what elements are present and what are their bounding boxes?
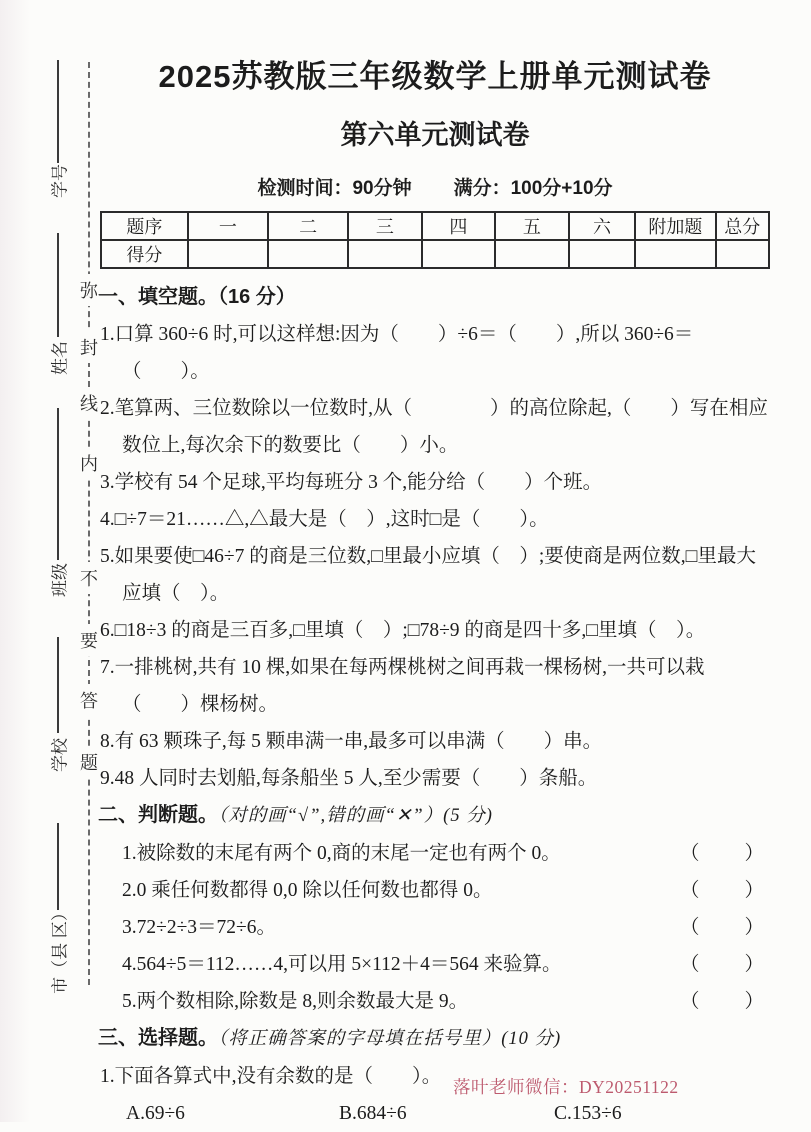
score-header-cell: 一 xyxy=(188,212,268,240)
question: 3.学校有 54 个足球,平均每班分 3 个,能分给（ ）个班。 xyxy=(100,472,603,493)
question: 4.□÷7＝21……△,△最大是（ ）,这时□是（ ）。 xyxy=(100,509,549,530)
seal-text-char: 弥 xyxy=(79,274,99,306)
question xyxy=(100,983,770,1020)
exam-time: 检测时间：90分钟 xyxy=(257,178,412,199)
section-fill-in xyxy=(100,279,770,797)
score-header-cell: 六 xyxy=(569,212,636,240)
seal-text-char: 内 xyxy=(79,447,99,479)
section-note: （将正确答案的字母填在括号里）(10 分) xyxy=(218,1029,562,1049)
score-cell xyxy=(422,240,495,268)
question-text: 2.0 乘任何数都得 0,0 除以任何数也都得 0。 xyxy=(122,880,493,901)
exam-info-line xyxy=(100,176,770,202)
score-cell xyxy=(495,240,568,268)
seal-dashed-line xyxy=(88,62,90,985)
score-header-cell: 四 xyxy=(422,212,495,240)
question xyxy=(100,872,770,909)
question: 5.如果要使□46÷7 的商是三位数,□里最小应填（ ）;要使商是两位数,□里最大应填（ ）。 xyxy=(100,546,756,604)
question: 1.下面各算式中,没有余数的是（ ）。 xyxy=(100,1066,442,1087)
section-note: （对的画“√”,错的画“✕”）(5 分) xyxy=(218,806,493,826)
option-a: A.69÷6 xyxy=(126,1103,185,1124)
score-table-header-row xyxy=(101,212,769,240)
section-heading-text: 三、选择题。 xyxy=(98,1027,218,1049)
section-heading xyxy=(98,797,770,835)
score-table xyxy=(100,211,770,269)
question xyxy=(100,835,770,872)
question-text: 4.564÷5＝112……4,可以用 5×112＋4＝564 来验算。 xyxy=(122,954,562,975)
seal-text-char: 线 xyxy=(79,387,99,419)
question: 9.48 人同时去划船,每条船坐 5 人,至少需要（ ）条船。 xyxy=(100,768,598,789)
question-text: 3.72÷2÷3＝72÷6。 xyxy=(122,917,276,938)
section-points: （16 分） xyxy=(218,286,296,308)
question-text: 1.被除数的末尾有两个 0,商的末尾一定也有两个 0。 xyxy=(122,843,561,864)
name-label: 姓名 xyxy=(50,341,70,375)
score-header-cell: 总分 xyxy=(716,212,770,240)
answer-blank: （ ） xyxy=(679,880,766,901)
seal-line-segment xyxy=(57,637,59,733)
score-header-cell: 五 xyxy=(495,212,568,240)
test-paper xyxy=(100,56,770,1132)
section-heading-text: 二、判断题。 xyxy=(98,804,218,826)
paper-title: 2025苏教版三年级数学上册单元测试卷 xyxy=(158,59,712,94)
teacher-wechat-watermark: 落叶老师微信：DY20251122 xyxy=(453,1077,679,1097)
seal-text-char: 题 xyxy=(79,746,99,778)
score-header-cell: 二 xyxy=(268,212,348,240)
student-id-label: 学号 xyxy=(50,164,70,198)
score-cell xyxy=(188,240,268,268)
seal-text-char: 封 xyxy=(79,331,99,363)
question-text: 5.两个数相除,除数是 8,则余数最大是 9。 xyxy=(122,991,469,1012)
score-header-cell: 题序 xyxy=(101,212,188,240)
option-b: B.684÷6 xyxy=(339,1103,407,1124)
score-table-score-row xyxy=(101,240,769,268)
question: 2.笔算两、三位数除以一位数时,从（ ）的高位除起,（ ）写在相应数位上,每次余下的数要比（ ）小。 xyxy=(100,398,768,456)
exam-full-score: 满分：100分+10分 xyxy=(453,178,613,199)
seal-line-segment xyxy=(57,823,59,910)
seal-line-segment xyxy=(57,408,59,560)
section-judge xyxy=(100,797,770,1020)
answer-blank: （ ） xyxy=(679,843,766,864)
seal-text-char: 答 xyxy=(79,684,99,716)
answer-blank: （ ） xyxy=(679,991,766,1012)
seal-line-segment xyxy=(57,233,59,337)
section-heading-text: 一、填空题。 xyxy=(98,286,218,308)
city-county-label: 市（县 区） xyxy=(50,904,70,994)
score-row-label: 得分 xyxy=(101,240,188,268)
answer-blank: （ ） xyxy=(679,954,766,975)
question: 1.口算 360÷6 时,可以这样想:因为（ ）÷6＝（ ）,所以 360÷6＝（ ）。 xyxy=(100,324,694,382)
option-c: C.153÷6 xyxy=(554,1103,622,1124)
section-heading xyxy=(98,1020,770,1058)
section-heading xyxy=(98,279,770,316)
question: 6.□18÷3 的商是三百多,□里填（ ）;□78÷9 的商是四十多,□里填（ ）。 xyxy=(100,620,706,641)
seal-text-char: 不 xyxy=(79,562,99,594)
score-header-cell: 附加题 xyxy=(635,212,715,240)
school-label: 学校 xyxy=(50,738,70,772)
score-cell xyxy=(268,240,348,268)
score-header-cell: 三 xyxy=(348,212,421,240)
score-cell xyxy=(569,240,636,268)
unit-subtitle: 第六单元测试卷 xyxy=(340,120,530,150)
question: 7.一排桃树,共有 10 棵,如果在每两棵桃树之间再栽一棵杨树,一共可以栽（ ）棵杨树。 xyxy=(100,657,705,715)
question xyxy=(100,946,770,983)
seal-text-char: 要 xyxy=(79,624,99,656)
choice-options xyxy=(100,1095,770,1132)
question xyxy=(100,909,770,946)
class-label: 班级 xyxy=(50,563,70,597)
question: 8.有 63 颗珠子,每 5 颗串满一串,最多可以串满（ ）串。 xyxy=(100,731,603,752)
scan-edge-shading xyxy=(0,0,30,1122)
seal-line-segment xyxy=(57,60,59,163)
score-cell xyxy=(716,240,770,268)
answer-blank: （ ） xyxy=(679,917,766,938)
score-cell xyxy=(348,240,421,268)
score-cell xyxy=(635,240,715,268)
